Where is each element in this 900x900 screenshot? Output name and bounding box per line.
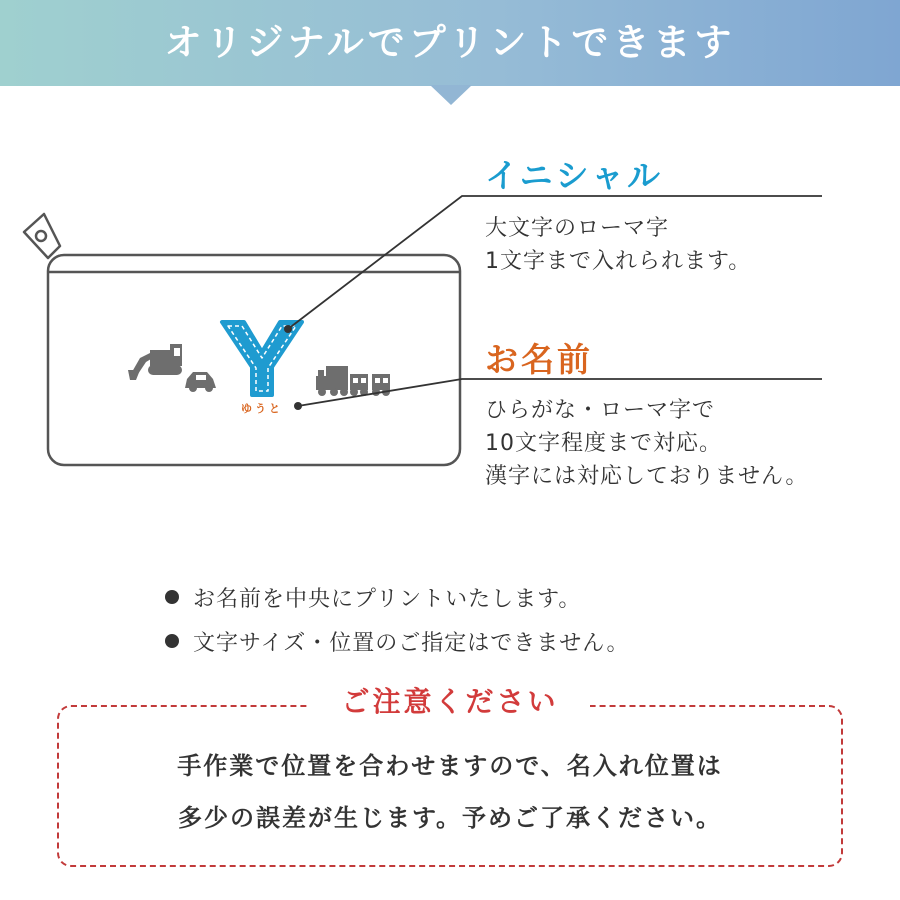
bullet-dot-icon <box>165 634 179 648</box>
initial-description-line: 大文字のローマ字 <box>485 216 670 241</box>
caution-line: 手作業で位置を合わせますので、名入れ位置は <box>177 752 723 780</box>
caution-line: 多少の誤差が生じます。予めご了承ください。 <box>177 804 723 832</box>
list-item <box>165 619 630 663</box>
banner-title: オリジナルでプリントできます <box>164 21 736 64</box>
zipper-pull-icon <box>24 214 60 258</box>
bullet-dot-icon <box>165 590 179 604</box>
initial-description <box>485 212 751 278</box>
initial-heading: イニシャル <box>485 156 664 195</box>
name-description-line: ひらがな・ローマ字で <box>485 398 716 423</box>
caution-text <box>57 740 843 844</box>
caution-title: ご注意ください <box>310 680 590 724</box>
notes-list <box>165 575 630 663</box>
name-description-line: 10文字程度まで対応。 <box>485 431 722 456</box>
note-text: お名前を中央にプリントいたします。 <box>193 586 582 612</box>
name-description <box>485 394 808 493</box>
list-item <box>165 575 630 619</box>
sample-name-label: ゆうと <box>241 402 283 415</box>
initial-description-line: 1文字まで入れられます。 <box>485 249 752 274</box>
name-description-line: 漢字には対応しておりません。 <box>485 464 809 489</box>
note-text: 文字サイズ・位置のご指定はできません。 <box>193 630 630 656</box>
name-heading: お名前 <box>485 340 593 379</box>
